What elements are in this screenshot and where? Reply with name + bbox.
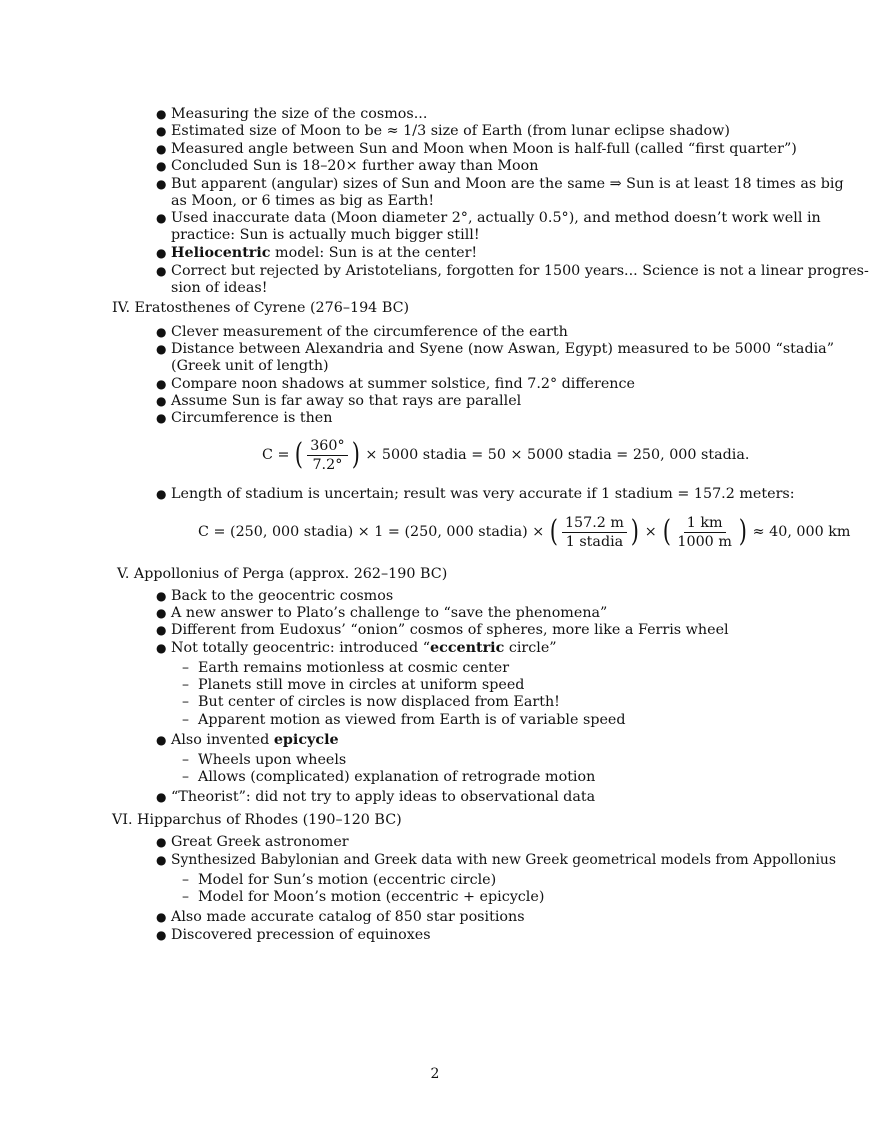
sub-list-item: Planets still move in circles at uniform speed [198,677,525,693]
list-item: Also made accurate catalog of 850 star positions [171,909,525,925]
right-paren: ) [738,514,747,549]
bullet: ● [156,589,167,603]
bullet: ● [156,606,167,620]
dash-bullet: – [182,694,189,710]
bold-term: Heliocentric [171,245,271,261]
dash-bullet: – [182,872,189,888]
bullet: ● [156,928,167,942]
bullet: ● [156,325,167,339]
fraction-denominator: 1000 m [677,533,732,550]
list-item: Compare noon shadows at summer solstice, find 7.2° difference [171,376,635,392]
bullet: ● [156,641,167,655]
left-paren: ( [662,514,671,549]
list-item: “Theorist”: did not try to apply ideas to observational data [171,789,596,805]
dash-bullet: – [182,660,189,676]
equation-stadium-conversion [198,510,850,554]
sub-list-item: Model for Moon’s motion (eccentric + epicycle) [198,889,545,905]
list-item: Discovered precession of equinoxes [171,927,431,943]
bullet: ● [156,124,167,138]
eq-lhs: C = (250, 000 stadia) × 1 = (250, 000 stadia) × [198,524,545,540]
bullet: ● [156,142,167,156]
list-item: Correct but rejected by Aristotelians, forgotten for 1500 years... Science is not a linear progres- [171,263,869,279]
dash-bullet: – [182,769,189,785]
list-item: Also invented epicycle [171,732,339,748]
dash-bullet: – [182,677,189,693]
bullet: ● [156,623,167,637]
right-paren: ) [630,514,639,549]
list-item: Not totally geocentric: introduced “eccentric circle” [171,640,557,656]
list-item: Used inaccurate data (Moon diameter 2°, actually 0.5°), and method doesn’t work well in [171,210,821,226]
bullet: ● [156,835,167,849]
bold-term: epicycle [273,732,339,748]
dash-bullet: – [182,889,189,905]
bullet: ● [156,159,167,173]
fraction [562,515,627,550]
section-heading: V. Appollonius of Perga (approx. 262–190 BC) [117,566,448,582]
list-item-continuation: practice: Sun is actually much bigger still! [171,227,480,243]
fraction-numerator: 360° [307,438,347,456]
bullet: ● [156,246,167,260]
left-paren: ( [295,437,304,472]
fraction-denominator: 1 stadia [565,533,624,550]
list-item: A new answer to Plato’s challenge to “save the phenomena” [171,605,608,621]
list-item: Measured angle between Sun and Moon when Moon is half-full (called “first quarter”) [171,141,797,157]
bullet: ● [156,853,167,867]
list-item: Clever measurement of the circumference of the earth [171,324,568,340]
fraction-numerator: 1 km [684,515,726,533]
sub-list-item: But center of circles is now displaced from Earth! [198,694,560,710]
list-item: Measuring the size of the cosmos... [171,106,428,122]
bullet: ● [156,394,167,408]
bullet: ● [156,107,167,121]
bullet: ● [156,790,167,804]
bullet: ● [156,377,167,391]
list-item-continuation: (Greek unit of length) [171,358,329,374]
bullet: ● [156,264,167,278]
sub-list-item: Earth remains motionless at cosmic center [198,660,510,676]
bullet: ● [156,487,167,501]
list-item-continuation: as Moon, or 6 times as big as Earth! [171,193,435,209]
eq-rhs: × 5000 stadia = 50 × 5000 stadia = 250, 000 stadia. [365,447,750,463]
bullet: ● [156,910,167,924]
left-paren: ( [549,514,559,549]
equation-circumference [262,433,749,477]
dash-bullet: – [182,712,189,728]
fraction [307,438,347,473]
list-item: Great Greek astronomer [171,834,349,850]
bold-term: eccentric [430,640,505,656]
fraction [674,515,735,550]
sub-list-item: Allows (complicated) explanation of retrograde motion [198,769,596,785]
list-item: Back to the geocentric cosmos [171,588,394,604]
list-item: Assume Sun is far away so that rays are parallel [171,393,522,409]
list-item: Estimated size of Moon to be ≈ 1/3 size of Earth (from lunar eclipse shadow) [171,123,730,139]
list-item: Length of stadium is uncertain; result was very accurate if 1 stadium = 157.2 meters: [171,486,795,502]
bullet: ● [156,211,167,225]
list-item: Concluded Sun is 18–20× further away than Moon [171,158,539,174]
eq-rhs: ≈ 40, 000 km [752,524,851,540]
bullet: ● [156,411,167,425]
fraction-denominator: 7.2° [312,456,343,473]
sub-list-item: Apparent motion as viewed from Earth is of variable speed [198,712,626,728]
section-heading: IV. Eratosthenes of Cyrene (276–194 BC) [112,300,410,316]
eq-lhs: C = [262,447,290,463]
fraction-numerator: 157.2 m [562,515,627,533]
page-number: 2 [430,1066,440,1082]
list-item: Distance between Alexandria and Syene (now Aswan, Egypt) measured to be 5000 “stadia” [171,341,834,357]
list-item: Synthesized Babylonian and Greek data with new Greek geometrical models from Appollonius [171,852,837,868]
bullet: ● [156,733,167,747]
times-sign: × [644,524,657,540]
sub-list-item: Wheels upon wheels [198,752,347,768]
sub-list-item: Model for Sun’s motion (eccentric circle) [198,872,497,888]
list-item: Heliocentric model: Sun is at the center! [171,245,478,261]
list-item: But apparent (angular) sizes of Sun and Moon are the same ⇒ Sun is at least 18 times as big [171,176,844,192]
right-paren: ) [351,437,360,472]
bullet: ● [156,177,167,191]
bullet: ● [156,342,167,356]
section-heading: VI. Hipparchus of Rhodes (190–120 BC) [112,812,402,828]
list-item: Circumference is then [171,410,333,426]
list-item: Different from Eudoxus’ “onion” cosmos of spheres, more like a Ferris wheel [171,622,729,638]
dash-bullet: – [182,752,189,768]
list-item-continuation: sion of ideas! [171,280,268,296]
